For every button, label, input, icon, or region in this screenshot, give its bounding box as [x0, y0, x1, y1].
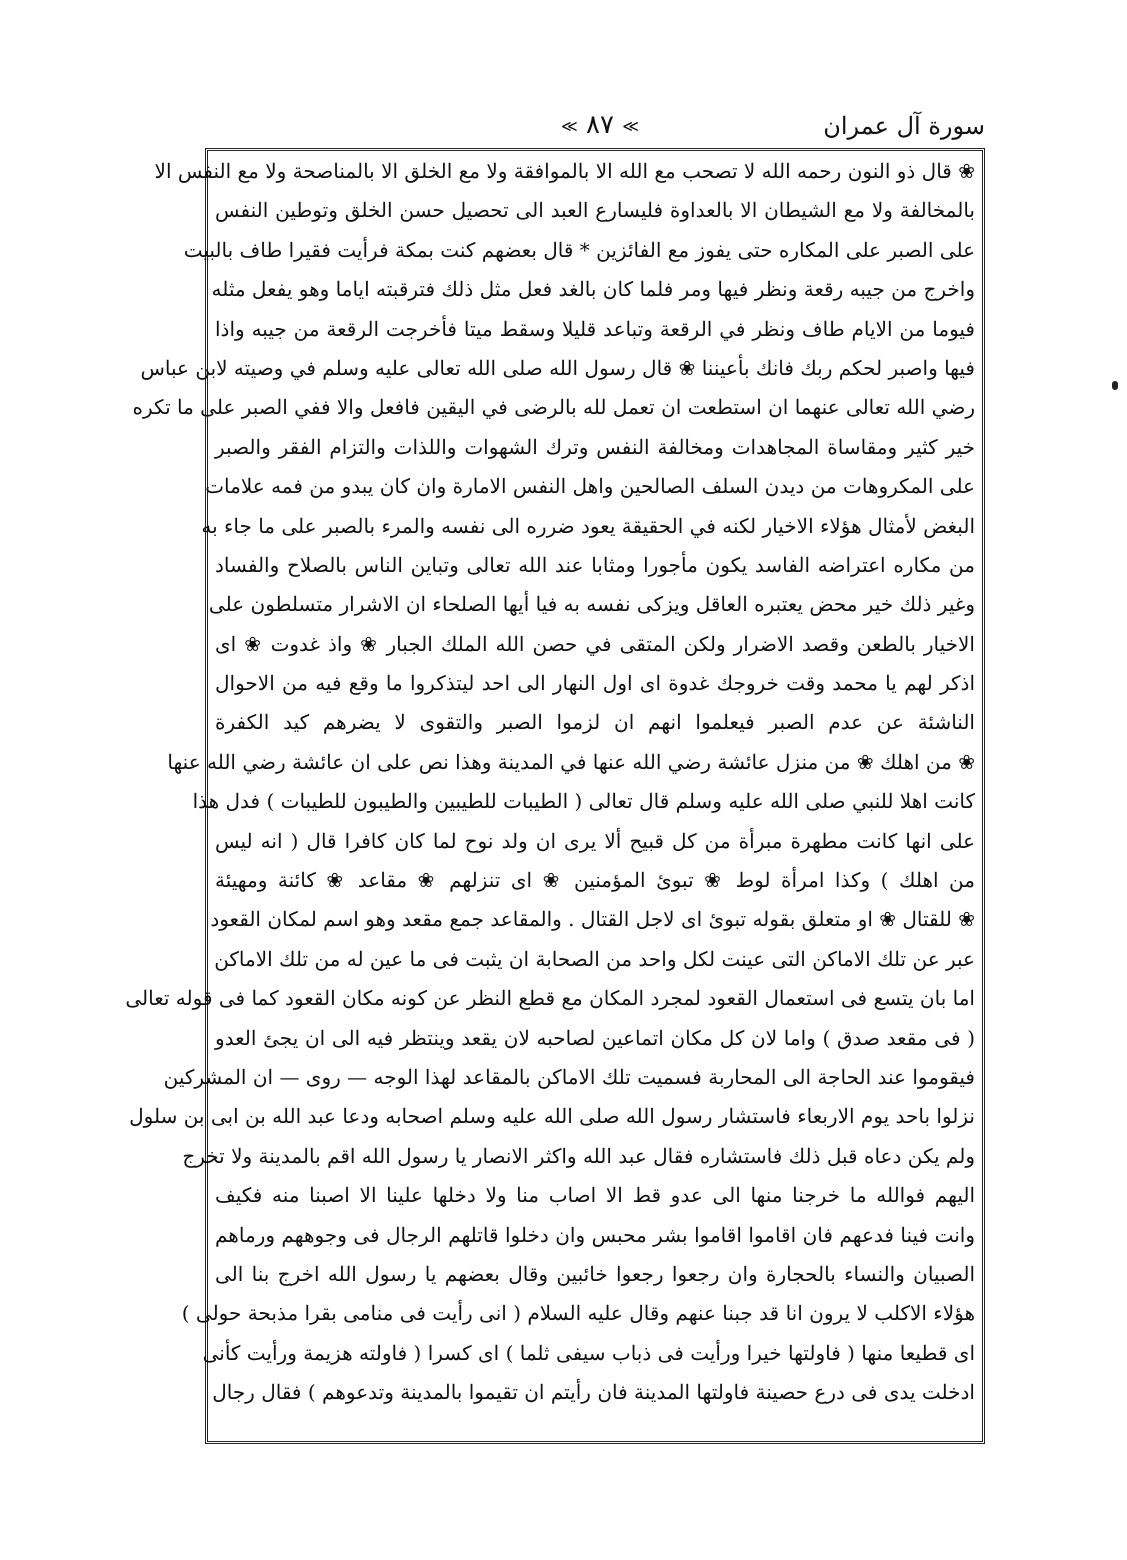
text-line: ❀ للقتال ❀ او متعلق بقوله تبوئ اى لاجل القتال . والمقاعد جمع مقعد وهو اسم لمكان القعود	[210, 907, 975, 932]
body-text	[125, 152, 975, 1413]
text-line: وانت فينا فدعهم فان اقاموا اقاموا بشر محبس وان دخلوا قاتلهم الرجال فى وجوههم ورماهم	[215, 1222, 975, 1247]
text-line: من مكاره اعتراضه الفاسد يكون مأجورا ومثابا عند الله تعالى وتباين الناس بالصلاح والفساد	[215, 552, 975, 577]
text-line: ( فى مقعد صدق ) واما لان كل مكان اتماعين لصاحبه لان يقعد وينتظر فيه الى ان يجئ العدو	[215, 1025, 975, 1050]
page-number	[535, 110, 665, 140]
text-line: من اهلك ) وكذا امرأة لوط ❀ تبوئ المؤمنين ❀ اى تنزلهم ❀ مقاعد ❀ كائنة ومهيئة	[215, 868, 975, 893]
text-line: الاخيار بالطعن وقصد الاضرار ولكن المتقى في حصن الله الملك الجبار ❀ واذ غدوت ❀ اى	[215, 631, 975, 656]
text-line: فيوما من الايام طاف ونظر في الرقعة وتباعد قليلا وسقط ميتا فأخرجت الرقعة من جيبه واذا	[215, 316, 975, 341]
text-line: بالمخالفة ولا مع الشيطان الا بالعداوة فليسارع العبد الى تحصيل حسن الخلق وتوطين النفس	[215, 198, 975, 223]
text-line: ولم يكن دعاه قبل ذلك فاستشاره فقال عبد الله واكثر الانصار يا رسول الله اقم بالمدينة ولا تخرج	[182, 1143, 975, 1168]
text-line: هؤلاء الاكلب لا يرون انا قد جبنا عنهم وقال عليه السلام ( انى رأيت فى منامى بقرا مذبحة حولى )	[181, 1301, 975, 1326]
text-line: اى قطيعا منها ( فاولتها خيرا ورأيت فى ذباب سيفى ثلما ) اى كسرا ( فاولته هزيمة ورأيت كأنى	[202, 1340, 975, 1365]
text-line: كانت اهلا للنبي صلى الله عليه وسلم قال تعالى ( الطيبات للطيبين والطيبون للطيبات ) فدل هذا	[192, 789, 975, 814]
text-line: على الصبر على المكاره حتى يفوز مع الفائزين * قال بعضهم كنت بمكة فرأيت فقيرا طاف بالبيت	[183, 237, 975, 262]
text-line: فيها واصبر لحكم ربك فانك بأعيننا ❀ قال رسول الله صلى الله تعالى عليه وسلم في وصيته لابن عباس	[140, 355, 975, 380]
text-line: وغير ذلك خير محض يعتبره العاقل ويزكى نفسه به فيا أيها الصلحاء ان الاشرار متسلطون على	[208, 592, 975, 617]
ornament-left: ≪	[561, 116, 578, 136]
text-line: ❀ قال ذو النون رحمه الله لا تصحب مع الله الا بالموافقة ولا مع الخلق الا بالمناصحة ولا مع النفس الا	[154, 159, 975, 183]
text-line: على المكروهات من ديدن السلف الصالحين واهل النفس الامارة وان كان يبدو من فمه علامات	[205, 474, 975, 499]
text-line: ❀ من اهلك ❀ من منزل عائشة رضي الله عنها في المدينة وهذا نص على ان عائشة رضي الله عنها	[167, 749, 975, 774]
text-line: فيقوموا عند الحاجة الى المحاربة فسميت تلك الاماكن بالمقاعد لهذا الوجه — روى — ان المشركين	[163, 1064, 975, 1089]
text-line: عبر عن تلك الاماكن التى عينت لكل واحد من الصحابة ان يثبت فى ما عين له من تلك الاماكن	[214, 946, 975, 971]
text-line: اما بان يتسع فى استعمال القعود لمجرد المكان مع قطع النظر عن كونه مكان القعود كما فى قوله تعالى	[125, 986, 975, 1011]
text-line: رضي الله تعالى عنهما ان استطعت ان تعمل لله بالرضى في اليقين فافعل والا ففي الصبر على ما تكره	[132, 395, 975, 420]
text-line: خير كثير ومقاساة المجاهدات ومخالفة النفس وترك الشهوات واللذات والتزام الفقر والصبر	[215, 434, 975, 459]
text-line: اذكر لهم يا محمد وقت خروجك غدوة اى اول النهار الى احد ليتذكروا ما وقع فيه من الاحوال	[215, 671, 975, 696]
text-line: نزلوا باحد يوم الاربعاء فاستشار رسول الله صلى الله عليه وسلم اصحابه ودعا عبد الله بن ابى بن سلول	[129, 1104, 975, 1129]
text-line: واخرج من جيبه رقعة ونظر فيها ومر فلما كان بالغد فعل مثل ذلك فترقبته اياما وهو يفعل مثله	[211, 277, 975, 302]
text-line: الناشئة عن عدم الصبر فيعلموا انهم ان لزموا الصبر والتقوى لا يضرهم كيد الكفرة	[215, 710, 975, 735]
margin-mark	[1112, 381, 1118, 390]
surah-title: سورة آل عمران	[823, 112, 985, 140]
page-header	[205, 108, 985, 150]
text-line: اليهم فوالله ما خرجنا منها الى عدو قط الا اصاب منا ولا دخلها علينا الا اصبنا منه فكيف	[215, 1183, 975, 1208]
ornament-right: ≪	[622, 116, 639, 136]
text-line: الصبيان والنساء بالحجارة وان رجعوا رجعوا خائبين وقال بعضهم يا رسول الله اخرج بنا الى	[215, 1261, 975, 1286]
text-line: البغض لأمثال هؤلاء الاخيار لكنه في الحقيقة يعود ضرره الى نفسه والمرء بالصبر على ما جاء به	[201, 513, 975, 538]
page-number-value: ٨٧	[586, 110, 614, 140]
text-line: ادخلت يدى فى درع حصينة فاولتها المدينة فان رأيتم ان تقيموا بالمدينة وتدعوهم ) فقال رجال	[212, 1380, 975, 1405]
text-line: على انها كانت مطهرة مبرأة من كل قبيح ألا يرى ان ولد نوح لما كان كافرا قال ( انه ليس	[215, 828, 975, 853]
